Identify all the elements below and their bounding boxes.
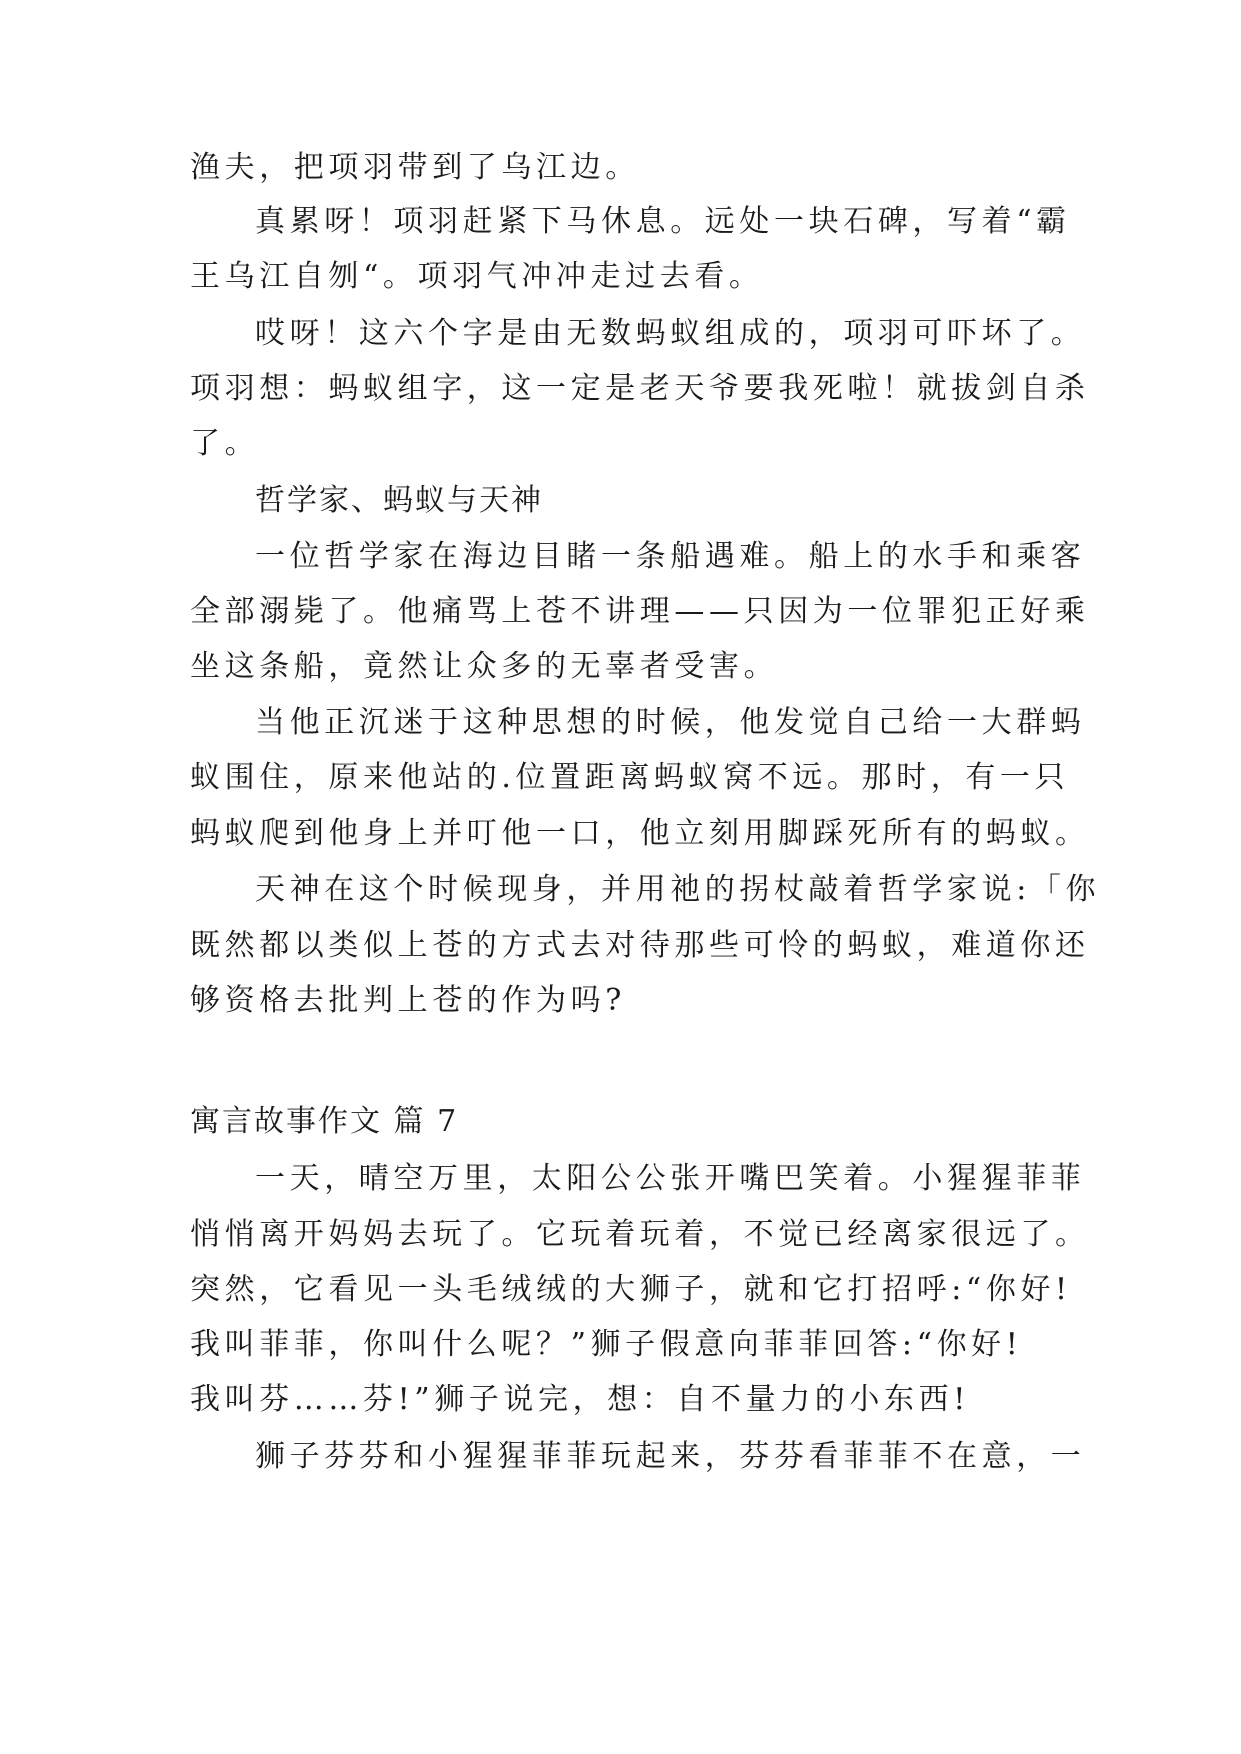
text-line: 既然都以类似上苍的方式去对待那些可怜的蚂蚁，难道你还 — [190, 928, 1090, 963]
text-line: 王乌江自刎“。项羽气冲冲走过去看。 — [190, 259, 764, 294]
paragraph-line: 真累呀！项羽赶紧下马休息。远处一块石碑，写着“霸 — [255, 204, 1071, 239]
paragraph-line: 当他正沉迷于这种思想的时候，他发觉自己给一大群蚂 — [255, 705, 1086, 740]
text-line: 我叫芬……芬!”狮子说完，想：自不量力的小东西! — [190, 1382, 970, 1417]
text-line: 够资格去批判上苍的作为吗? — [190, 983, 626, 1018]
text-line: 蚁围住，原来他站的.位置距离蚂蚁窝不远。那时，有一只 — [190, 760, 1070, 795]
paragraph-line: 狮子芬芬和小猩猩菲菲玩起来，芬芬看菲菲不在意，一 — [255, 1439, 1086, 1474]
paragraph-line: 哎呀！这六个字是由无数蚂蚁组成的，项羽可吓坏了。 — [255, 316, 1086, 351]
text-line: 坐这条船，竟然让众多的无辜者受害。 — [190, 649, 779, 684]
paragraph-line: 一天，晴空万里，太阳公公张开嘴巴笑着。小猩猩菲菲 — [255, 1161, 1086, 1196]
text-line: 项羽想：蚂蚁组字，这一定是老天爷要我死啦！就拔剑自杀 — [190, 371, 1090, 406]
story-title: 哲学家、蚂蚁与天神 — [255, 483, 543, 518]
section-heading: 寓言故事作文 篇 7 — [190, 1104, 459, 1139]
text-line: 渔夫，把项羽带到了乌江边。 — [190, 150, 640, 185]
paragraph-line: 天神在这个时候现身，并用祂的拐杖敲着哲学家说:「你 — [255, 872, 1101, 907]
text-line: 悄悄离开妈妈去玩了。它玩着玩着，不觉已经离家很远了。 — [190, 1217, 1090, 1252]
text-line: 蚂蚁爬到他身上并叮他一口，他立刻用脚踩死所有的蚂蚁。 — [190, 816, 1090, 851]
text-line: 我叫菲菲，你叫什么呢？”狮子假意向菲菲回答:“你好! — [190, 1327, 1023, 1362]
text-line: 突然，它看见一头毛绒绒的大狮子，就和它打招呼:“你好! — [190, 1272, 1072, 1307]
paragraph-line: 一位哲学家在海边目睹一条船遇难。船上的水手和乘客 — [255, 539, 1086, 574]
text-line: 了。 — [190, 426, 260, 461]
text-line: 全部溺毙了。他痛骂上苍不讲理——只因为一位罪犯正好乘 — [190, 594, 1090, 629]
